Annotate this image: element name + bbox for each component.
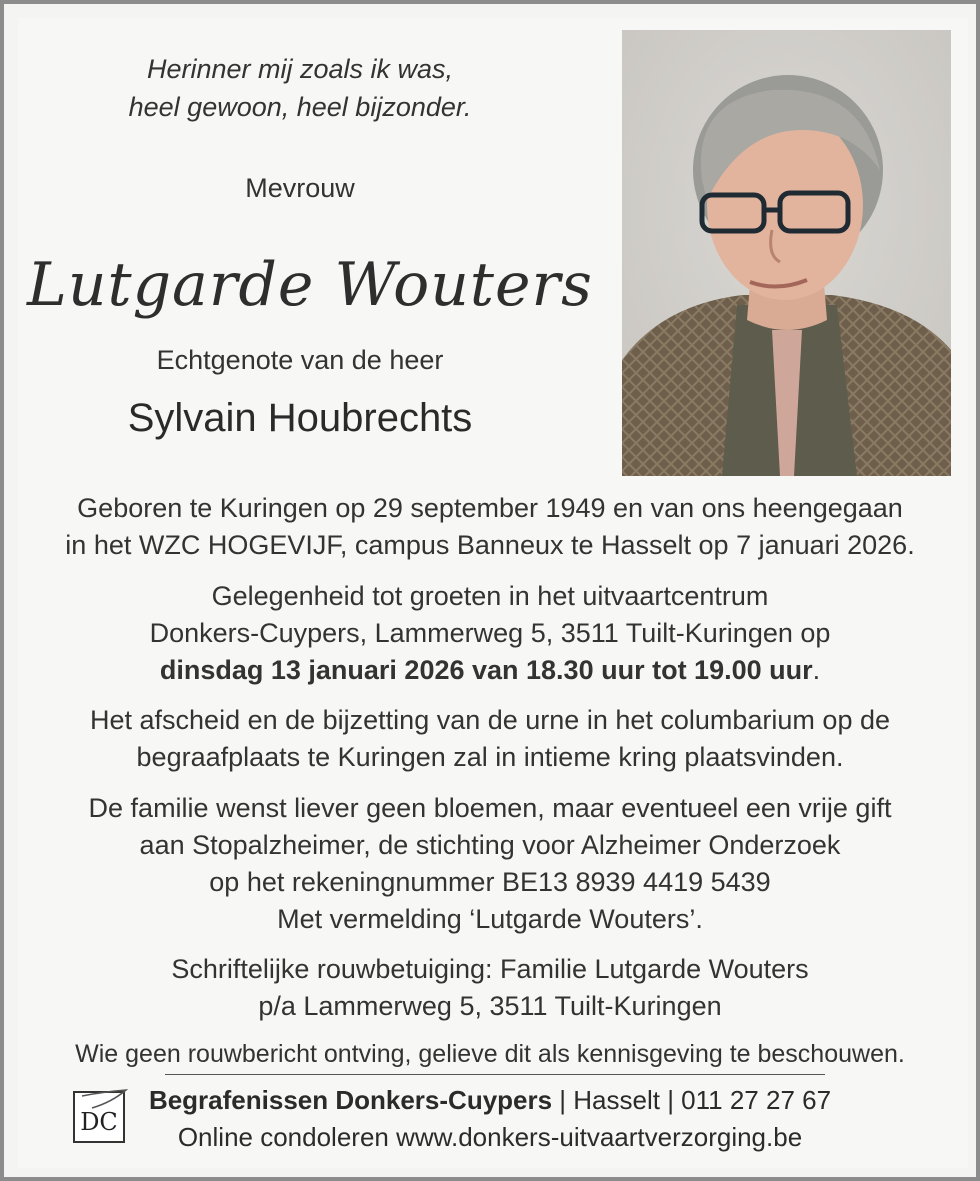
born-line-1: Geboren te Kuringen op 29 september 1949 en van ons heengegaan xyxy=(77,493,903,523)
spouse-label: Echtgenote van de heer xyxy=(156,345,444,375)
donation-line-2: aan Stopalzheimer, de stichting voor Alzheimer Onderzoek xyxy=(139,830,841,860)
funeral-home-info xyxy=(140,1085,840,1116)
birth-death-text xyxy=(40,490,940,564)
donation-line-3: op het rekeningnummer BE13 8939 4419 5439 xyxy=(209,867,771,897)
company-name: Begrafenissen Donkers-Cuypers xyxy=(148,1085,553,1115)
visitation-period: . xyxy=(812,655,821,685)
title-mevrouw: Mevrouw xyxy=(245,173,355,203)
farewell-text xyxy=(40,702,940,776)
visitation-line-3 xyxy=(40,652,940,689)
visitation-line-1: Gelegenheid tot groeten in het uitvaartcentrum xyxy=(211,581,769,611)
quote-line-2: heel gewoon, heel bijzonder. xyxy=(128,92,472,122)
memorial-quote xyxy=(40,50,560,126)
deceased-name: Lutgarde Wouters xyxy=(27,250,593,320)
visitation-date: dinsdag 13 januari 2026 van 18.30 uur tot 19.00 uur xyxy=(159,655,813,685)
donation-text xyxy=(40,790,940,938)
funeral-home-logo xyxy=(72,1088,128,1144)
logo-letters: DC xyxy=(80,1108,118,1136)
condolence-address xyxy=(40,951,940,1025)
donation-line-1: De familie wenst liever geen bloemen, maar eventueel een vrije gift xyxy=(88,793,892,823)
condolence-line-1: Schriftelijke rouwbetuiging: Familie Lutgarde Wouters xyxy=(171,954,809,984)
notice-text: Wie geen rouwbericht ontving, gelieve dit als kennisgeving te beschouwen. xyxy=(75,1040,905,1068)
quote-line-1: Herinner mij zoals ik was, xyxy=(146,54,454,84)
farewell-line-2: begraafplaats te Kuringen zal in intieme kring plaatsvinden. xyxy=(136,742,844,772)
visitation-line-2: Donkers-Cuypers, Lammerweg 5, 3511 Tuilt-Kuringen op xyxy=(149,618,831,648)
condolence-line-2: p/a Lammerweg 5, 3511 Tuilt-Kuringen xyxy=(258,991,722,1021)
donation-line-4: Met vermelding ‘Lutgarde Wouters’. xyxy=(277,904,703,934)
born-line-2: in het WZC HOGEVIJF, campus Banneux te Hasselt op 7 januari 2026. xyxy=(65,530,915,560)
online-condolences[interactable]: Online condoleren www.donkers-uitvaartverzorging.be xyxy=(177,1122,803,1152)
footer-divider xyxy=(165,1074,825,1075)
portrait-photo xyxy=(622,30,951,476)
visitation-text xyxy=(40,578,940,689)
spouse-name: Sylvain Houbrechts xyxy=(127,396,473,440)
company-contact: | Hasselt | 011 27 27 67 xyxy=(552,1085,832,1115)
farewell-line-1: Het afscheid en de bijzetting van de urne in het columbarium op de xyxy=(90,705,890,735)
